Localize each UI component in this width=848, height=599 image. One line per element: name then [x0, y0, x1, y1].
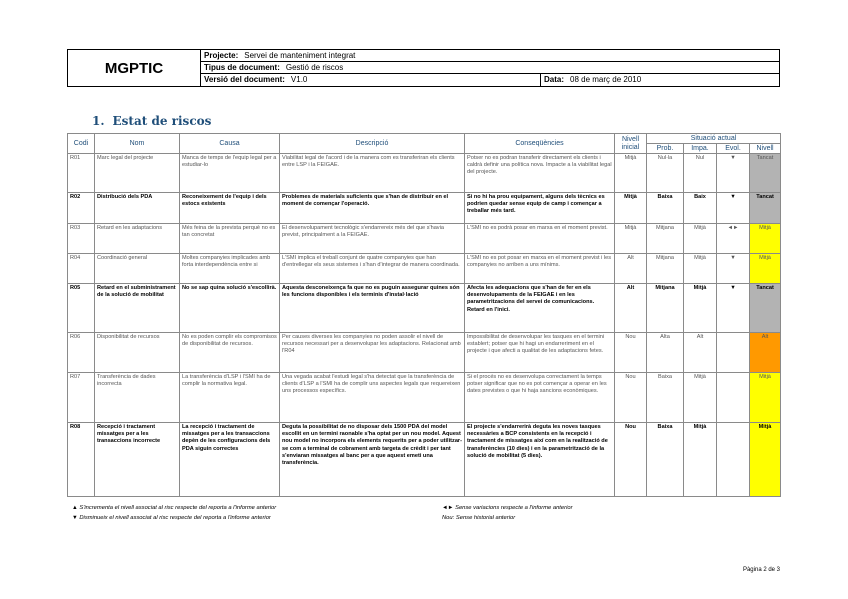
date-row	[541, 74, 779, 86]
risk-table	[67, 133, 781, 497]
cell-inicial: Mitjà	[615, 193, 647, 224]
cell-impa: Mitjà	[684, 224, 717, 254]
cell-descripcio: El desenvolupament tecnològic s'endarrereix més del que s'havia previst, principalment a la FEIGAE.	[280, 224, 465, 254]
cell-descripcio: L'SMI implica el treball conjunt de quatre companyies que han d'entrellegar els seus sistemes i s'han d'integrar de manera coordinada.	[280, 254, 465, 284]
project-label: Projecte:	[204, 51, 239, 60]
table-row	[68, 193, 781, 224]
cell-causa: No es poden complir els compromisos de disponibilitat de recursos.	[180, 333, 280, 373]
legend-down: ▼ Disminueix el nivell associat al risc respecte del reporta a l'informe anterior	[72, 515, 271, 521]
cell-impa: Mitjà	[684, 423, 717, 497]
version-value: V1.0	[290, 75, 308, 84]
cell-causa: Més feina de la prevista perquè no es tan concretat	[180, 224, 280, 254]
doctype-value: Gestió de riscos	[285, 63, 344, 72]
version-label: Versió del document:	[204, 75, 285, 84]
cell-evol	[717, 423, 750, 497]
cell-consequencies: Potser no es podran transferir directament els clients i caldrà definir una política nova. Impacte a la viabilitat legal del projecte.	[465, 154, 615, 193]
cell-nivell: Mitjà	[750, 254, 781, 284]
cell-causa: No se sap quina solució s'escollirà.	[180, 284, 280, 333]
cell-prob: Baixa	[647, 423, 684, 497]
cell-inicial: Nou	[615, 423, 647, 497]
cell-descripcio: Deguta la possibilitat de no disposar dels 1500 PDA del model escollit en un termini raonable s'ha optat per un nou model. Aquest nou model no incorpora els elements requerits per a poder utilitzar-se com a terminal de cobrament amb targeta de crèdit i per tant s'enviaran missatges al banc per a que aquest emeti una transferència.	[280, 423, 465, 497]
cell-nivell: Mitjà	[750, 373, 781, 423]
section-title: Estat de riscos	[112, 114, 212, 128]
cell-prob: Mitjana	[647, 224, 684, 254]
cell-prob: Alta	[647, 333, 684, 373]
cell-evol: ▼	[717, 193, 750, 224]
cell-causa: Manca de temps de l'equip legal per a estudiar-lo	[180, 154, 280, 193]
cell-causa: Moltes companyies implicades amb forta interdependència entre si	[180, 254, 280, 284]
cell-causa: Reconeixement de l'equip i dels estocs existents	[180, 193, 280, 224]
table-row	[68, 154, 781, 193]
cell-codi: R02	[68, 193, 95, 224]
cell-consequencies: El projecte s'endarrerirà deguta les noves tasques necessàries a BCP consistents en la recepció i tractament de missatges així com en la realització de transferències (10 dies) i en la parametrització de la solució de mobilitat (5 dies).	[465, 423, 615, 497]
legend-side: ◄► Sense variacions respecte a l'informe anterior	[442, 505, 573, 511]
col-situacio-actual: Situació actual	[647, 134, 781, 144]
cell-evol	[717, 373, 750, 423]
col-nom: Nom	[95, 134, 180, 154]
date-value: 08 de març de 2010	[570, 75, 642, 84]
project-value: Servei de manteniment integrat	[244, 51, 356, 60]
cell-nivell: Alt	[750, 333, 781, 373]
cell-evol: ▼	[717, 154, 750, 193]
col-evol: Evol.	[717, 144, 750, 154]
cell-impa: Mitjà	[684, 284, 717, 333]
section-heading	[92, 114, 211, 128]
legend-up: ▲ S'incrementa el nivell associat al risc respecte del reporta a l'informe anterior	[72, 505, 277, 511]
table-row	[68, 254, 781, 284]
logo-text: MGPTIC	[68, 50, 201, 86]
cell-prob: Baixa	[647, 373, 684, 423]
cell-nom: Coordinació general	[95, 254, 180, 284]
cell-causa: La recepció i tractament de missatges per a les transaccions depèn de les configuracions dels PDA siguin correctes	[180, 423, 280, 497]
cell-descripcio: Viabilitat legal de l'acord i de la manera com es transferiran els clients entre LSP i la FEIGAE.	[280, 154, 465, 193]
risk-rows	[68, 154, 781, 497]
cell-evol: ◄►	[717, 224, 750, 254]
cell-nivell: Mitjà	[750, 224, 781, 254]
cell-consequencies: Si no hi ha prou equipament, alguns dels tècnics es podrien quedar sense equip de camp i començar a treballar més tard.	[465, 193, 615, 224]
cell-descripcio: Aquesta desconeixença fa que no es puguin assegurar quines són les funcions disponibles i els terminis d'instal·lació	[280, 284, 465, 333]
cell-impa: Mitjà	[684, 254, 717, 284]
section-number: 1.	[92, 114, 105, 128]
cell-nom: Disponibilitat de recursos	[95, 333, 180, 373]
cell-inicial: Alt	[615, 254, 647, 284]
cell-inicial: Mitjà	[615, 154, 647, 193]
table-row	[68, 284, 781, 333]
cell-codi: R05	[68, 284, 95, 333]
cell-consequencies: L'SMI no es pot posar en marxa en el moment previst i les companyies no arriben a uns mínims.	[465, 254, 615, 284]
col-nivell-inicial: Nivell inicial	[615, 134, 647, 154]
cell-nivell: Mitjà	[750, 423, 781, 497]
cell-consequencies: L'SMI no es podrà posar en marxa en el moment previst.	[465, 224, 615, 254]
page-number: Pàgina 2 de 3	[742, 567, 780, 573]
cell-codi: R03	[68, 224, 95, 254]
col-causa: Causa	[180, 134, 280, 154]
legend-nou: Nou: Sense historial anterior	[442, 515, 516, 521]
col-codi: Codi	[68, 134, 95, 154]
cell-impa: Alt	[684, 333, 717, 373]
cell-descripcio: Una vegada acabat l'estudi legal s'ha detectat que la transferència de clients d'LSP a l'SMI ha de complir uns aspectes legals que requereixen uns processos específics.	[280, 373, 465, 423]
cell-evol: ▼	[717, 284, 750, 333]
cell-nom: Retard en el subministrament de la solució de mobilitat	[95, 284, 180, 333]
cell-impa: Nul	[684, 154, 717, 193]
cell-impa: Mitjà	[684, 373, 717, 423]
cell-nom: Marc legal del projecte	[95, 154, 180, 193]
cell-nivell: Tancat	[750, 284, 781, 333]
cell-descripcio: Per causes diverses les companyies no poden assolir el nivell de recursos necessari per a desenvolupar les adaptacions. Relacionat amb l'R04	[280, 333, 465, 373]
cell-consequencies: Si el procés no es desenvolupa correctament la temps potser significar que no es pot començar a operar en les dates previstes o que hi haja sancions econòmiques.	[465, 373, 615, 423]
cell-inicial: Nou	[615, 333, 647, 373]
table-row	[68, 423, 781, 497]
cell-inicial: Nou	[615, 373, 647, 423]
table-row	[68, 333, 781, 373]
date-label: Data:	[544, 75, 565, 84]
col-prob: Prob.	[647, 144, 684, 154]
cell-evol	[717, 333, 750, 373]
cell-nivell: Tancat	[750, 154, 781, 193]
cell-nivell: Tancat	[750, 193, 781, 224]
cell-codi: R06	[68, 333, 95, 373]
version-row	[201, 74, 541, 86]
cell-descripcio: Problemes de materials suficients que s'han de distribuir en el moment de començar l'operació.	[280, 193, 465, 224]
col-impa: Impa.	[684, 144, 717, 154]
cell-codi: R08	[68, 423, 95, 497]
document-header	[67, 49, 780, 87]
cell-consequencies: Afecta les adequacions que s'han de fer en els desenvolupaments de la FEIGAE i en les parametritzacions del servei de comunicacions. Retard en l'inici.	[465, 284, 615, 333]
doctype-row	[201, 62, 779, 74]
cell-nom: Retard en les adaptacions	[95, 224, 180, 254]
cell-prob: Baixa	[647, 193, 684, 224]
cell-causa: La transferència d'LSP i l'SMI ha de complir la normativa legal.	[180, 373, 280, 423]
table-row	[68, 373, 781, 423]
cell-prob: Mitjana	[647, 284, 684, 333]
project-row	[201, 50, 779, 62]
cell-consequencies: Impossibilitat de desenvolupar les tasques en el termini establert; potser que hi hagi un endarreriment en el projecte i que afecti a qualitat de les adaptacions fetes.	[465, 333, 615, 373]
col-consequencies: Conseqüències	[465, 134, 615, 154]
cell-evol: ▼	[717, 254, 750, 284]
cell-nom: Distribució dels PDA	[95, 193, 180, 224]
cell-inicial: Mitjà	[615, 224, 647, 254]
col-nivell: Nivell	[750, 144, 781, 154]
cell-nom: Recepció i tractament missatges per a les transaccions incorrecte	[95, 423, 180, 497]
cell-impa: Baix	[684, 193, 717, 224]
cell-nom: Transferència de dades incorrecta	[95, 373, 180, 423]
col-descripcio: Descripció	[280, 134, 465, 154]
doctype-label: Tipus de document:	[204, 63, 280, 72]
table-row	[68, 224, 781, 254]
cell-codi: R04	[68, 254, 95, 284]
cell-prob: Nul·la	[647, 154, 684, 193]
cell-inicial: Alt	[615, 284, 647, 333]
cell-prob: Mitjana	[647, 254, 684, 284]
cell-codi: R01	[68, 154, 95, 193]
cell-codi: R07	[68, 373, 95, 423]
